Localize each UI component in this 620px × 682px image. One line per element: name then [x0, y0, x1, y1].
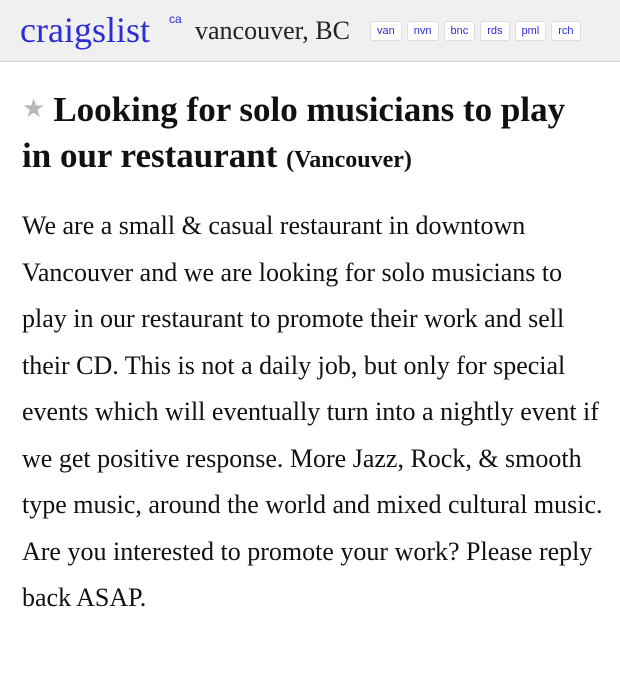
site-header: [0, 0, 620, 62]
subarea-link-pml[interactable]: pml: [515, 21, 547, 41]
city-name: vancouver, BC: [195, 16, 350, 45]
subarea-link-van[interactable]: van: [370, 21, 402, 41]
star-icon[interactable]: ★: [22, 94, 46, 123]
subarea-link-bnc[interactable]: bnc: [444, 21, 476, 41]
posting-title-text: Looking for solo musicians to play in our restaurant: [22, 90, 566, 175]
craigslist-logo-link[interactable]: craigslist: [20, 10, 150, 50]
posting-title: [22, 86, 602, 183]
subarea-link-nvn[interactable]: nvn: [407, 21, 439, 41]
posting-body: We are a small & casual restaurant in downtown Vancouver and we are looking for solo musicians to play in our restaurant to promote their work and sell their CD. This is not a daily job, but only for special events which will eventually turn into a nightly event if we get positive response. More Jazz, Rock, & smooth type music, around the world and mixed cultural music. Are you interested to promote your work? Please reply back ASAP.: [22, 211, 603, 612]
subarea-link-rds[interactable]: rds: [480, 21, 509, 41]
country-link[interactable]: ca: [169, 12, 182, 26]
subarea-links: [370, 21, 581, 43]
subarea-link-rch[interactable]: rch: [551, 21, 580, 41]
posting-location: (Vancouver): [286, 147, 412, 173]
